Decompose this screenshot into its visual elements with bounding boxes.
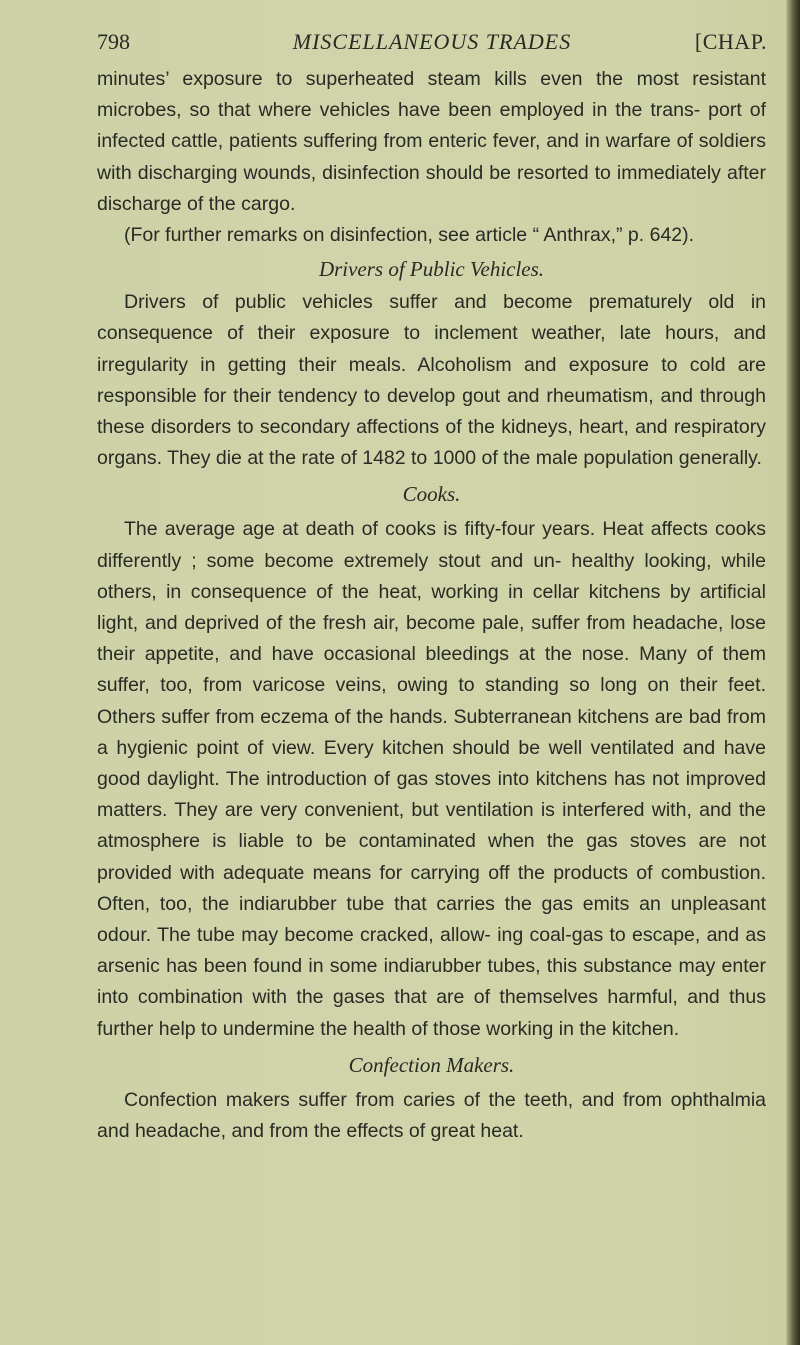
paragraph-drivers: Drivers of public vehicles suffer and become prematurely old in consequence of their exposure to inclement weather, late hours, and irregularity in getting their meals. Alcoholism and exposure to cold are responsible for their tendency to develop gout and rheumatism, and through these disorders to secondary affections of the kidneys, heart, and respiratory organs. They die at the rate of 1482 to 1000 of the male population generally.: [97, 291, 766, 470]
paragraph-cooks: The average age at death of cooks is fifty-four years. Heat affects cooks differently ; some become extremely stout and un- healthy looking, while others, in consequence of the heat, working in cellar kitchens by artificial light, and deprived of the fresh air, become pale, suffer from headache, lose their appetite, and have occasional bleedings at the nose. Many of them suffer, too, from varicose veins, owing to standing so long on their feet. Others suffer from eczema of the hands. Subterranean kitchens are bad from a hygienic point of view. Every kitchen should be well ventilated and have good daylight. The introduction of gas stoves into kitchens has not improved matters. They are very convenient, but ventilation is interfered with, and the atmosphere is liable to be contaminated when the gas stoves are not provided with adequate means for carrying off the products of combustion. Often, too, the indiarubber tube that carries the gas emits an unpleasant odour. The tube may become cracked, allow- ing coal-gas to escape, and as arsenic has been found in some indiarubber tubes, this substance may enter into combination with the gases that are of themselves harmful, and thus further help to undermine the health of those working in the kitchen.: [97, 518, 766, 1040]
page-number: 798: [97, 29, 130, 54]
chapter-marker: [CHAP.: [694, 29, 767, 54]
section-heading-drivers: Drivers of Public Vehicles.: [318, 257, 545, 282]
running-header: [97, 24, 767, 60]
paragraph-steam: minutes’ exposure to superheated steam kills even the most resistant microbes, so that where vehicles have been employed in the trans- port of infected cattle, patients suffering from enteric fever, and in warfare of soldiers with discharging wounds, disinfection should be resorted to immediately after discharge of the cargo.: [97, 68, 766, 215]
body-text: [97, 64, 766, 1147]
section-heading-cooks: Cooks.: [402, 482, 461, 507]
running-title: MISCELLANEOUS TRADES: [292, 29, 572, 54]
page-edge-shadow: [786, 0, 800, 1345]
paragraph-disinfection-note: (For further remarks on disinfection, see article “ Anthrax,” p. 642).: [124, 224, 695, 247]
paragraph-confection: Confection makers suffer from caries of the teeth, and from ophthalmia and headache, and from the effects of great heat.: [97, 1088, 766, 1143]
section-heading-confection: Confection Makers.: [348, 1052, 515, 1077]
